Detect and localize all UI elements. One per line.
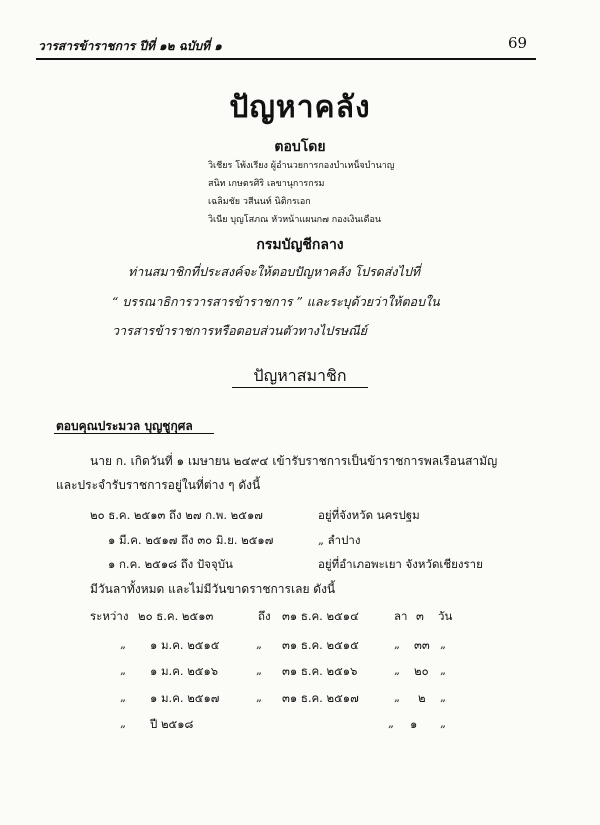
leave-row-unit: „	[440, 690, 446, 704]
posting-period: ๑ ก.ค. ๒๕๑๘ ถึง ปัจจุบัน	[108, 557, 233, 571]
question-intro-line: นาย ก. เกิดวันที่ ๑ เมษายน ๒๔๙๔ เข้ารับราชการเป็นข้าราชการพลเรือนสามัญ	[90, 454, 498, 468]
answerer-3: เฉลิมชัย วสีนนท์ นิติกรเอก	[208, 197, 311, 207]
section-title-underline	[232, 387, 368, 388]
leave-row-to: ๓๑ ธ.ค. ๒๕๑๖	[282, 664, 358, 678]
leave-row-unit: „	[440, 663, 446, 677]
question-recipient: ตอบคุณประมวล บุญชูกุศล	[56, 419, 193, 433]
answerer-4: วิเนีย บุญโสภณ หัวหน้าแผนก๗ กองเงินเดือน	[208, 215, 382, 225]
department-name: กรมบัญชีกลาง	[256, 237, 344, 253]
article-title: ปัญหาคลัง	[229, 90, 371, 125]
notice-line-2: “ บรรณาธิการวารสารข้าราชการ ” และระบุด้วยว่าให้ตอบใน	[112, 294, 440, 309]
answerer-1: วิเชียร โพ้งเรียง ผู้อำนวยการกองบำเหน็จบำนาญ	[208, 161, 395, 171]
leave-summary-line: มีวันลาทั้งหมด และไม่มีวันขาดราชการเลย ดังนี้	[90, 582, 336, 596]
question-intro-line-2: และประจำรับราชการอยู่ในที่ต่าง ๆ ดังนี้	[56, 478, 261, 492]
leave-row-lead: ระหว่าง	[90, 609, 129, 623]
answerer-2: สนิท เกษตรศิริ เลขานุการกรม	[208, 179, 325, 189]
leave-row-lead: „	[120, 690, 126, 704]
notice-line-1: ท่านสมาชิกที่ประสงค์จะให้ตอบปัญหาคลัง โปรดส่งไปที่	[128, 264, 420, 279]
leave-row-lead: „	[120, 716, 126, 730]
leave-row-unit: „	[440, 637, 446, 651]
posting-period: ๒๐ ธ.ค. ๒๕๑๓ ถึง ๒๗ ก.พ. ๒๕๑๗	[90, 508, 263, 522]
leave-row-la: „	[388, 716, 394, 730]
leave-row-days: ๒๐	[414, 664, 429, 678]
leave-row-from: ๑ ม.ค. ๒๕๑๗	[150, 691, 220, 705]
answered-by-heading: ตอบโดย	[274, 139, 326, 155]
leave-row-la: „	[394, 690, 400, 704]
leave-row-to-word: „	[256, 637, 262, 651]
leave-row-from: ปี ๒๕๑๘	[150, 717, 194, 731]
header-rule	[36, 58, 536, 60]
leave-row-unit: วัน	[438, 609, 453, 623]
leave-row-lead: „	[120, 663, 126, 677]
section-title: ปัญหาสมาชิก	[253, 366, 347, 385]
question-recipient-underline	[54, 433, 214, 434]
leave-row-la: „	[394, 637, 400, 651]
leave-row-days: ๓๓	[414, 638, 430, 652]
posting-place: อยู่ที่จังหวัด นครปฐม	[318, 508, 420, 522]
leave-row-to-word: ถึง	[258, 609, 271, 623]
leave-row-from: ๑ ม.ค. ๒๕๑๕	[150, 638, 220, 652]
leave-row-la: „	[394, 663, 400, 677]
leave-row-to: ๓๑ ธ.ค. ๒๕๑๕	[282, 638, 359, 652]
leave-row-la: ลา	[394, 609, 408, 623]
leave-row-from: ๒๐ ธ.ค. ๒๕๑๓	[138, 609, 214, 623]
leave-row-to: ๓๑ ธ.ค. ๒๕๑๔	[282, 609, 359, 623]
page-number: 69	[508, 34, 528, 52]
leave-row-days: ๓	[416, 609, 424, 623]
notice-line-3: วารสารข้าราชการหรือตอบส่วนตัวทางไปรษณีย์	[112, 323, 368, 338]
leave-row-to-word: „	[256, 663, 262, 677]
leave-row-to: ๓๑ ธ.ค. ๒๕๑๗	[282, 691, 359, 705]
leave-row-unit: „	[440, 716, 446, 730]
leave-row-days: ๒	[418, 691, 426, 705]
posting-period: ๑ มี.ค. ๒๕๑๗ ถึง ๓๐ มิ.ย. ๒๕๑๗	[108, 533, 274, 547]
leave-row-to-word: „	[256, 690, 262, 704]
running-header-journal: วารสารข้าราชการ ปีที่ ๑๒ ฉบับที่ ๑	[38, 39, 222, 53]
leave-row-days: ๑	[410, 717, 418, 731]
leave-row-lead: „	[120, 637, 126, 651]
posting-place: อยู่ที่อำเภอพะเยา จังหวัดเชียงราย	[318, 557, 483, 571]
leave-row-from: ๑ ม.ค. ๒๕๑๖	[150, 664, 219, 678]
posting-place: „ ลำปาง	[318, 533, 361, 547]
